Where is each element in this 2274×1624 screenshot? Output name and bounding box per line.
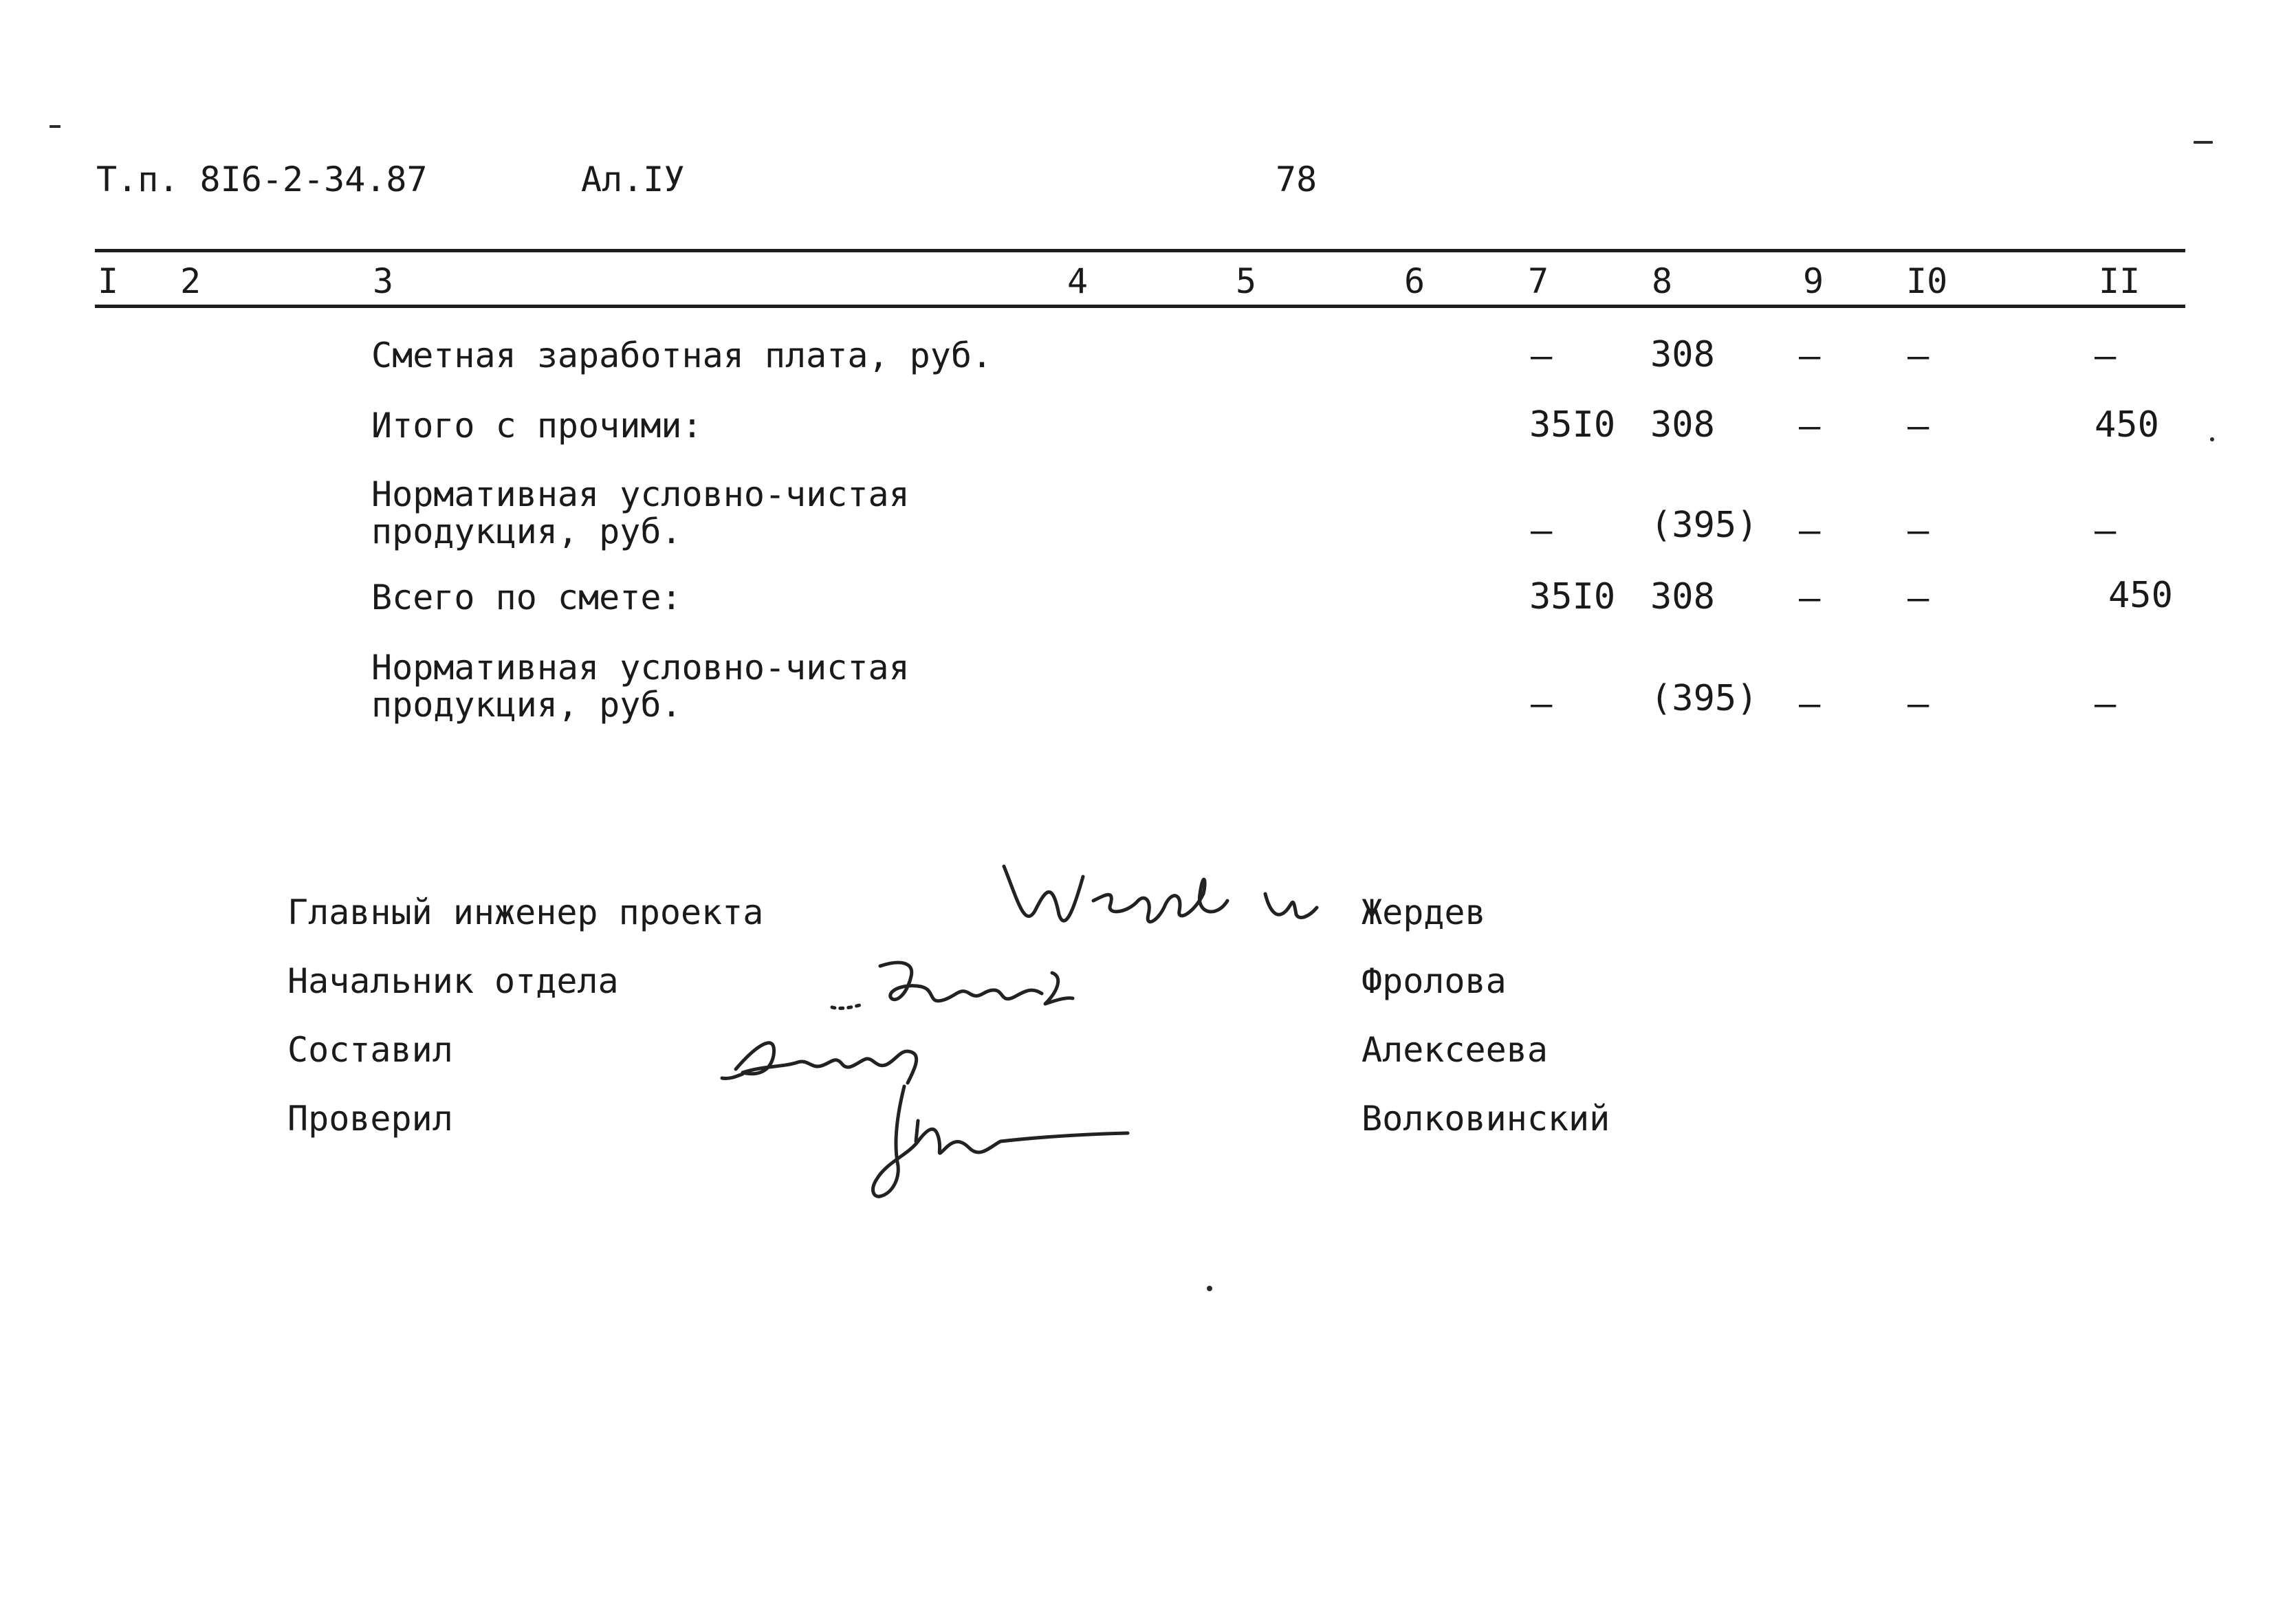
cell-col7: – (1531, 336, 1553, 377)
column-number: 2 (180, 261, 201, 301)
handwritten-signature (997, 853, 1355, 952)
cell-col11: 450 (2095, 404, 2159, 446)
signature-name: Волковинский (1362, 1099, 1610, 1139)
cell-col7: – (1531, 683, 1553, 725)
column-number: 5 (1236, 261, 1257, 301)
cell-col10: – (1907, 578, 1929, 619)
cell-col7: 35I0 (1529, 404, 1616, 446)
cell-col11: – (2095, 510, 2117, 551)
column-number: 4 (1067, 261, 1089, 301)
column-number: 9 (1803, 261, 1824, 301)
cell-col10: – (1907, 336, 1929, 377)
cell-col7: – (1531, 510, 1553, 551)
page-number: 78 (1276, 160, 1318, 199)
album-number: Ал.IУ (581, 160, 685, 199)
cell-col10: – (1907, 406, 1929, 447)
cell-col9: – (1799, 683, 1821, 725)
row-label-line1: Нормативная условно-чистая (371, 648, 910, 688)
cell-col10: – (1907, 510, 1929, 551)
cell-col11: – (2095, 336, 2117, 377)
scan-speck (2210, 437, 2214, 441)
column-number: II (2099, 261, 2141, 301)
row-label: Всего по смете: (371, 578, 682, 617)
signature-name: Жердев (1362, 892, 1486, 932)
cell-col11: 450 (2108, 575, 2173, 616)
signature-title: Составил (287, 1030, 453, 1070)
cell-col8: 308 (1650, 576, 1715, 617)
signature-title: Проверил (287, 1099, 453, 1139)
row-label: Сметная заработная плата, руб. (371, 336, 993, 375)
cell-col8: 308 (1650, 334, 1715, 375)
cell-col11: – (2095, 683, 2117, 725)
cell-col8: (395) (1650, 678, 1758, 719)
column-number: 3 (373, 261, 394, 301)
column-number: 7 (1528, 261, 1549, 301)
cell-col8: (395) (1650, 505, 1758, 546)
signature-title: Начальник отдела (287, 961, 619, 1001)
scan-speck (2194, 141, 2213, 144)
table-top-rule (95, 249, 2185, 252)
signature-title: Главный инженер проекта (287, 892, 764, 932)
scan-speck (1207, 1286, 1212, 1291)
row-label-line1: Нормативная условно-чистая (371, 474, 910, 514)
cell-col9: – (1799, 510, 1821, 551)
column-number: 8 (1652, 261, 1673, 301)
table-header-rule (95, 305, 2185, 308)
cell-col9: – (1799, 336, 1821, 377)
row-label: Итого с прочими: (371, 406, 703, 446)
column-number: I0 (1906, 261, 1948, 301)
handwritten-signature (853, 1073, 1155, 1213)
document-code: Т.п. 8I6-2-34.87 (96, 160, 428, 199)
cell-col8: 308 (1650, 404, 1715, 446)
row-label-line2: продукция, руб. (371, 685, 682, 725)
scan-speck (50, 125, 61, 128)
handwritten-signature (825, 949, 1128, 1027)
column-number: 6 (1404, 261, 1425, 301)
cell-col9: – (1799, 406, 1821, 447)
column-number: I (98, 261, 119, 301)
cell-col9: – (1799, 578, 1821, 619)
signature-name: Алексеева (1362, 1030, 1548, 1070)
signature-name: Фролова (1362, 961, 1507, 1001)
cell-col10: – (1907, 683, 1929, 725)
cell-col7: 35I0 (1529, 576, 1616, 617)
row-label-line2: продукция, руб. (371, 512, 682, 551)
